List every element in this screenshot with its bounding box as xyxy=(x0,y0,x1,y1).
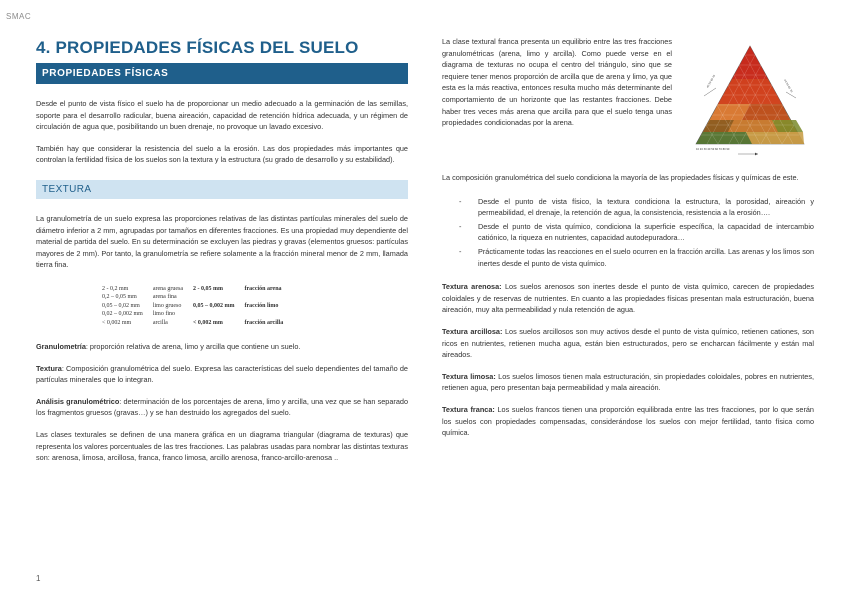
term: Textura franca: xyxy=(442,404,495,414)
list-item-text: Desde el punto de vista químico, condiciona la superficie específica, la capacidad de intercambio catiónico, la riqueza en nutrientes, capacidad autodepuradora… xyxy=(478,221,814,243)
definition-text: : proporción relativa de arena, limo y arcilla que contiene un suelo. xyxy=(85,341,301,351)
properties-list xyxy=(442,196,814,270)
table-cell: 0,05 – 0,002 mm xyxy=(193,302,235,309)
definition-text: Los suelos arcillosos son muy activos desde el punto de vista químico, retienen cationes, son ricos en nutrientes, retienen mucha agua, están bien estructurados, pero se encharcan fácilmente y están mal aireados. xyxy=(442,326,814,360)
table-cell: fracción arcilla xyxy=(244,319,284,326)
left-column xyxy=(36,38,408,464)
svg-text:10 20 30 40 50 60 70 80 90: 10 20 30 40 50 60 70 80 90 xyxy=(696,148,730,151)
table-cell xyxy=(245,293,294,301)
table-cell xyxy=(193,293,245,301)
texture-triangle-diagram xyxy=(686,40,814,158)
svg-text:40 50 60 70: 40 50 60 70 xyxy=(706,74,717,89)
table-cell: fracción limo xyxy=(244,302,279,309)
list-item: - Desde el punto de vista químico, condiciona la superficie específica, la capacidad de intercambio catiónico, la riqueza en nutrientes, capacidad autodepuradora… xyxy=(459,221,814,243)
table-row xyxy=(102,319,293,327)
table-cell: arcilla xyxy=(152,319,168,326)
table-row xyxy=(102,310,293,318)
table-cell: arena fina xyxy=(152,294,177,301)
paragraph: También hay que considerar la resistencia del suelo a la erosión. Las dos propiedades más importantes que controlan la fertilidad física de los suelos son la textura y la estructura (su grado de desarrollo y su estabilidad). xyxy=(36,143,408,165)
table-cell: limo grueso xyxy=(152,302,182,309)
table-cell: fracción arena xyxy=(244,285,282,292)
svg-text:40 50 60 70: 40 50 60 70 xyxy=(783,79,793,94)
definition-text: Los suelos limosos tienen mala estructuración, sin propiedades coloidales, pobres en nutrientes, retienen agua, pero presentan baja permeabilidad y mala aireación. xyxy=(442,371,814,393)
texture-triangle-image xyxy=(686,40,814,158)
page-title: 4. PROPIEDADES FÍSICAS DEL SUELO xyxy=(36,38,359,57)
table-cell: < 0,002 mm xyxy=(193,319,223,326)
texture-limosa-paragraph xyxy=(442,371,814,394)
page-number: 1 xyxy=(36,574,41,583)
table-cell: limo fino xyxy=(152,311,176,318)
texture-arcillosa-paragraph xyxy=(442,326,814,361)
texture-arenosa-paragraph xyxy=(442,281,814,316)
term: Textura arcillosa: xyxy=(442,326,503,336)
term: Análisis granulométrico xyxy=(36,396,120,406)
definition-text: Los suelos francos tienen una proporción equilibrada entre las tres fracciones, por lo que serán los suelos con propiedades compensadas, considerándose los suelos con mejor fertilidad, tanto física como química. xyxy=(442,404,814,438)
list-item: - Desde el punto de vista físico, la textura condiciona la estructura, la porosidad, aireación y permeabilidad, el drenaje, la retención de agua, la consistencia, resistencia a la erosión…. xyxy=(459,196,814,218)
term: Textura xyxy=(36,363,62,373)
definition-text: : determinación de los porcentajes de arena, limo y arcilla, una vez que se han separado los fragmentos gruesos (gravas…) y se han destruido los agregados del suelo. xyxy=(36,396,408,418)
header-tag: SMAC xyxy=(6,12,32,21)
table-cell: 0,2 – 0,05 mm xyxy=(102,294,137,301)
granulometry-table xyxy=(102,285,293,327)
paragraph: Desde el punto de vista físico el suelo ha de proporcionar un medio adecuado a la germinación de las semillas, soporte para el desarrollo radicular, buena aireación, capacidad de retención hídrica adecuada, y un régimen de circulación de agua que, posibilitando un buen drenaje, no provoque un lavado excesivo. xyxy=(36,99,408,132)
term: Textura arenosa: xyxy=(442,282,502,292)
paragraph: La granulometría de un suelo expresa las proporciones relativas de las distintas partículas minerales del suelo de diámetro inferior a 2 mm, agrupadas por tamaños en diferentes fracciones. Es una propiedad muy dependiente del material de partida del suelo. En su determinación se excluyen las piedras y gravas (elementos gruesos: partículas mayores de 2 mm). Por tanto, la granulometría se refiere solamente a la fracción mineral menor de 2 mm, llamada tierra fina. xyxy=(36,213,408,270)
paragraph: La composición granulométrica del suelo condiciona la mayoría de las propiedades físicas y químicas de este. xyxy=(442,173,799,182)
term: Granulometría xyxy=(36,341,86,351)
table-cell: arena gruesa xyxy=(152,285,183,292)
list-item: - Prácticamente todas las reacciones en el suelo ocurren en la fracción arcilla. Las arenas y los limos son inertes desde el punto de vista químico. xyxy=(459,246,814,268)
table-cell: 0,05 – 0,02 mm xyxy=(102,302,140,309)
right-column xyxy=(442,36,814,439)
section-heading-propiedades: PROPIEDADES FÍSICAS xyxy=(36,63,408,84)
table-cell xyxy=(245,310,294,318)
definition-granulometria xyxy=(36,341,408,353)
table-row xyxy=(102,285,293,293)
definition-textura xyxy=(36,363,408,386)
definition-analisis xyxy=(36,396,408,419)
definition-text: Los suelos arenosos son inertes desde el punto de vista químico, carecen de propiedades coloidales y de reservas de nutrientes. En cuanto a las propiedades físicas presentan mala estructuración, buena aireación, muy alta permeabilidad y nula retención de agua. xyxy=(442,282,815,315)
table-cell: 2 - 0,05 mm xyxy=(193,285,223,292)
section-heading-textura: TEXTURA xyxy=(36,180,408,199)
list-item-text: Desde el punto de vista físico, la textura condiciona la estructura, la porosidad, aireación y permeabilidad, el drenaje, la retención de agua, la consistencia, resistencia a la erosión…. xyxy=(478,196,814,218)
table-row xyxy=(102,293,293,301)
paragraph: Las clases texturales se definen de una manera gráfica en un diagrama triangular (diagrama de texturas) que representa los valores porcentuales de las tres fracciones. Las palabras usadas para nombrar las distintas texturas son: arenosa, limosa, arcillosa, franca, franco limosa, arcillo arenosa, franco-arcillo-arenosa .. xyxy=(36,429,408,463)
paragraph: La clase textural franca presenta un equilibrio entre las tres fracciones granulométricas (arena, limo y arcilla). Como puede verse en el diagrama de texturas no ocupa el centro del triángulo, sino que se requiere tener menos proporción de arcilla que de arena y limo, ya que esta es la más reactiva, entonces resulta mucho más determinante del comportamiento de un horizonte que las restantes fracciones. Debe haber tres veces más arena que arcilla para que el suelo tenga unas propiedades condicionadas por la arena. xyxy=(442,37,672,128)
texture-franca-paragraph xyxy=(442,404,814,439)
definition-text: : Composición granulométrica del suelo. Expresa las características del suelo dependientes del tamaño de partículas minerales que lo integran. xyxy=(36,363,408,385)
table-cell: < 0,002 mm xyxy=(102,319,132,326)
term: Textura limosa: xyxy=(442,371,496,381)
table-cell xyxy=(193,310,245,318)
table-row xyxy=(102,302,293,310)
list-item-text: Prácticamente todas las reacciones en el suelo ocurren en la fracción arcilla. Las arenas y los limos son inertes desde el punto de vista químico. xyxy=(478,246,814,268)
table-cell: 0,02 – 0,002 mm xyxy=(102,311,143,318)
table-cell: 2 - 0,2 mm xyxy=(102,285,129,292)
